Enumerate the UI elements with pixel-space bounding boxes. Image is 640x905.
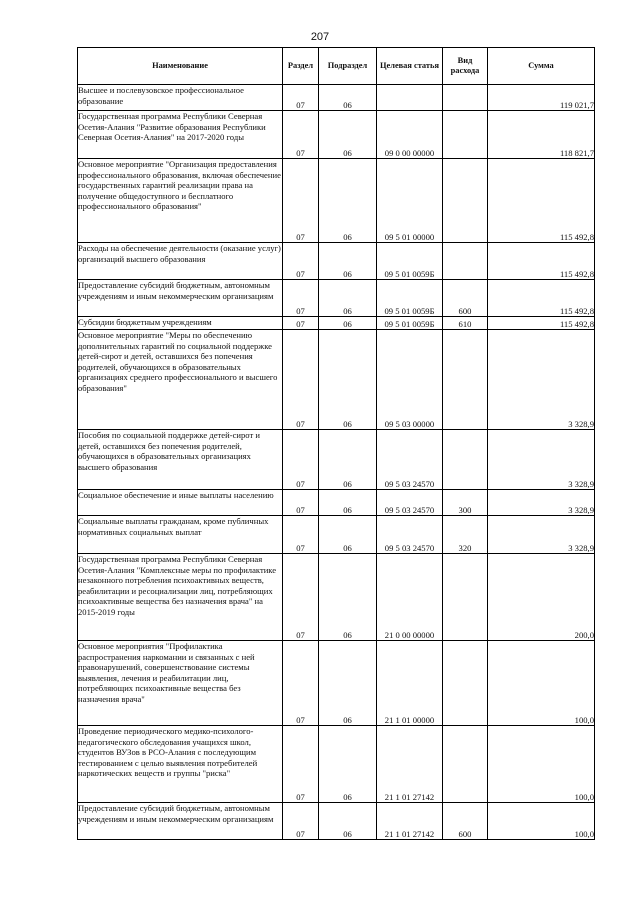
header-section: Раздел (283, 48, 319, 85)
cell-section: 07 (283, 516, 319, 554)
cell-kind (443, 85, 488, 111)
table-row (78, 111, 595, 159)
cell-section: 07 (283, 641, 319, 726)
header-subsection: Подраздел (319, 48, 377, 85)
table-row (78, 641, 595, 726)
cell-sum: 115 492,8 (488, 317, 595, 330)
cell-target: 09 5 01 0059Б (377, 317, 443, 330)
cell-kind: 600 (443, 280, 488, 317)
cell-kind: 610 (443, 317, 488, 330)
table-header-row (78, 48, 595, 85)
cell-target: 21 1 01 00000 (377, 641, 443, 726)
table-row (78, 330, 595, 430)
table-row (78, 726, 595, 803)
cell-name: Основное мероприятия "Профилактика распространения наркомании и связанных с ней правонарушений, совершенствование системы выявления, лечения и реабилитации лиц, потребляющих психоактивные вещества без назначения врача" (78, 641, 283, 726)
cell-section: 07 (283, 726, 319, 803)
cell-target: 09 5 01 00000 (377, 159, 443, 243)
cell-target: 09 5 03 24570 (377, 516, 443, 554)
cell-name: Государственная программа Республики Северная Осетия-Алания "Комплексные меры по профилактике незаконного потребления психоактивных веществ, реабилитации и ресоциализации лиц, потребляющих психоактивные вещества без назначения врача" на 2015-2019 годы (78, 554, 283, 641)
cell-sum: 100,0 (488, 803, 595, 840)
cell-name: Предоставление субсидий бюджетным, автономным учреждениям и иным некоммерческим организациям (78, 803, 283, 840)
cell-sum: 118 821,7 (488, 111, 595, 159)
cell-section: 07 (283, 490, 319, 516)
cell-subsection: 06 (319, 726, 377, 803)
cell-name: Пособия по социальной поддержке детей-сирот и детей, оставшихся без попечения родителей, обучающихся в образовательных организациях высшего образования (78, 430, 283, 490)
cell-subsection: 06 (319, 490, 377, 516)
cell-section: 07 (283, 317, 319, 330)
cell-section: 07 (283, 111, 319, 159)
cell-name: Субсидии бюджетным учреждениям (78, 317, 283, 330)
cell-target: 09 5 01 0059Б (377, 280, 443, 317)
cell-sum: 3 328,9 (488, 516, 595, 554)
cell-sum: 115 492,8 (488, 280, 595, 317)
cell-subsection: 06 (319, 330, 377, 430)
cell-target: 21 0 00 00000 (377, 554, 443, 641)
cell-kind: 320 (443, 516, 488, 554)
cell-target (377, 85, 443, 111)
cell-subsection: 06 (319, 803, 377, 840)
cell-name: Социальные выплаты гражданам, кроме публичных нормативных социальных выплат (78, 516, 283, 554)
cell-name: Проведение периодического медико-психолого-педагогического обследования учащихся школ, студентов ВУЗов в РСО-Алания с последующим тестированием с целью выявления потребителей наркотических веществ и группы "риска" (78, 726, 283, 803)
cell-target: 21 1 01 27142 (377, 803, 443, 840)
table-row (78, 803, 595, 840)
cell-kind (443, 159, 488, 243)
cell-subsection: 06 (319, 430, 377, 490)
cell-name: Предоставление субсидий бюджетным, автономным учреждениям и иным некоммерческим организациям (78, 280, 283, 317)
cell-kind: 300 (443, 490, 488, 516)
cell-kind (443, 330, 488, 430)
cell-kind (443, 554, 488, 641)
cell-name: Основное мероприятие "Организация предоставления профессионального образования, включая обеспечение государственных гарантий реализации права на получение общедоступного и бесплатного профессионального образования" (78, 159, 283, 243)
budget-table (77, 47, 595, 840)
page-number: 207 (310, 31, 330, 43)
cell-sum: 3 328,9 (488, 330, 595, 430)
cell-subsection: 06 (319, 159, 377, 243)
header-target: Целевая статья (377, 48, 443, 85)
table-row (78, 85, 595, 111)
cell-section: 07 (283, 159, 319, 243)
header-sum: Сумма (488, 48, 595, 85)
cell-sum: 200,0 (488, 554, 595, 641)
cell-target: 09 5 03 00000 (377, 330, 443, 430)
cell-target: 09 5 03 24570 (377, 490, 443, 516)
cell-kind (443, 726, 488, 803)
header-name: Наименование (78, 48, 283, 85)
cell-kind: 600 (443, 803, 488, 840)
table-row (78, 554, 595, 641)
cell-name: Государственная программа Республики Северная Осетия-Алания "Развитие образования Республики Северная Осетия-Алания" на 2017-2020 годы (78, 111, 283, 159)
cell-section: 07 (283, 554, 319, 641)
cell-sum: 100,0 (488, 641, 595, 726)
cell-section: 07 (283, 280, 319, 317)
cell-sum: 115 492,8 (488, 159, 595, 243)
cell-sum: 100,0 (488, 726, 595, 803)
cell-sum: 3 328,9 (488, 430, 595, 490)
cell-name: Расходы на обеспечение деятельности (оказание услуг) организаций высшего образования (78, 243, 283, 280)
cell-target: 09 0 00 00000 (377, 111, 443, 159)
cell-sum: 3 328,9 (488, 490, 595, 516)
cell-subsection: 06 (319, 317, 377, 330)
cell-kind (443, 243, 488, 280)
table-row (78, 280, 595, 317)
cell-subsection: 06 (319, 516, 377, 554)
cell-subsection: 06 (319, 85, 377, 111)
cell-kind (443, 111, 488, 159)
cell-kind (443, 641, 488, 726)
table-row (78, 159, 595, 243)
cell-section: 07 (283, 430, 319, 490)
cell-name: Социальное обеспечение и иные выплаты населению (78, 490, 283, 516)
cell-section: 07 (283, 243, 319, 280)
cell-section: 07 (283, 330, 319, 430)
table-row (78, 490, 595, 516)
cell-subsection: 06 (319, 280, 377, 317)
cell-target: 09 5 01 0059Б (377, 243, 443, 280)
cell-subsection: 06 (319, 243, 377, 280)
header-kind: Вид расхода (443, 48, 488, 85)
table-row (78, 317, 595, 330)
table-row (78, 243, 595, 280)
cell-name: Высшее и послевузовское профессиональное образование (78, 85, 283, 111)
cell-kind (443, 430, 488, 490)
cell-target: 21 1 01 27142 (377, 726, 443, 803)
cell-section: 07 (283, 803, 319, 840)
cell-target: 09 5 03 24570 (377, 430, 443, 490)
table-row (78, 430, 595, 490)
cell-subsection: 06 (319, 111, 377, 159)
cell-sum: 115 492,8 (488, 243, 595, 280)
cell-name: Основное мероприятие "Меры по обеспечению дополнительных гарантий по социальной поддержке детей-сирот и детей, оставшихся без попечения родителей, обучающихся в образовательных организациях среднего профессионального и высшего образования" (78, 330, 283, 430)
cell-subsection: 06 (319, 641, 377, 726)
cell-section: 07 (283, 85, 319, 111)
table-row (78, 516, 595, 554)
cell-subsection: 06 (319, 554, 377, 641)
cell-sum: 119 021,7 (488, 85, 595, 111)
